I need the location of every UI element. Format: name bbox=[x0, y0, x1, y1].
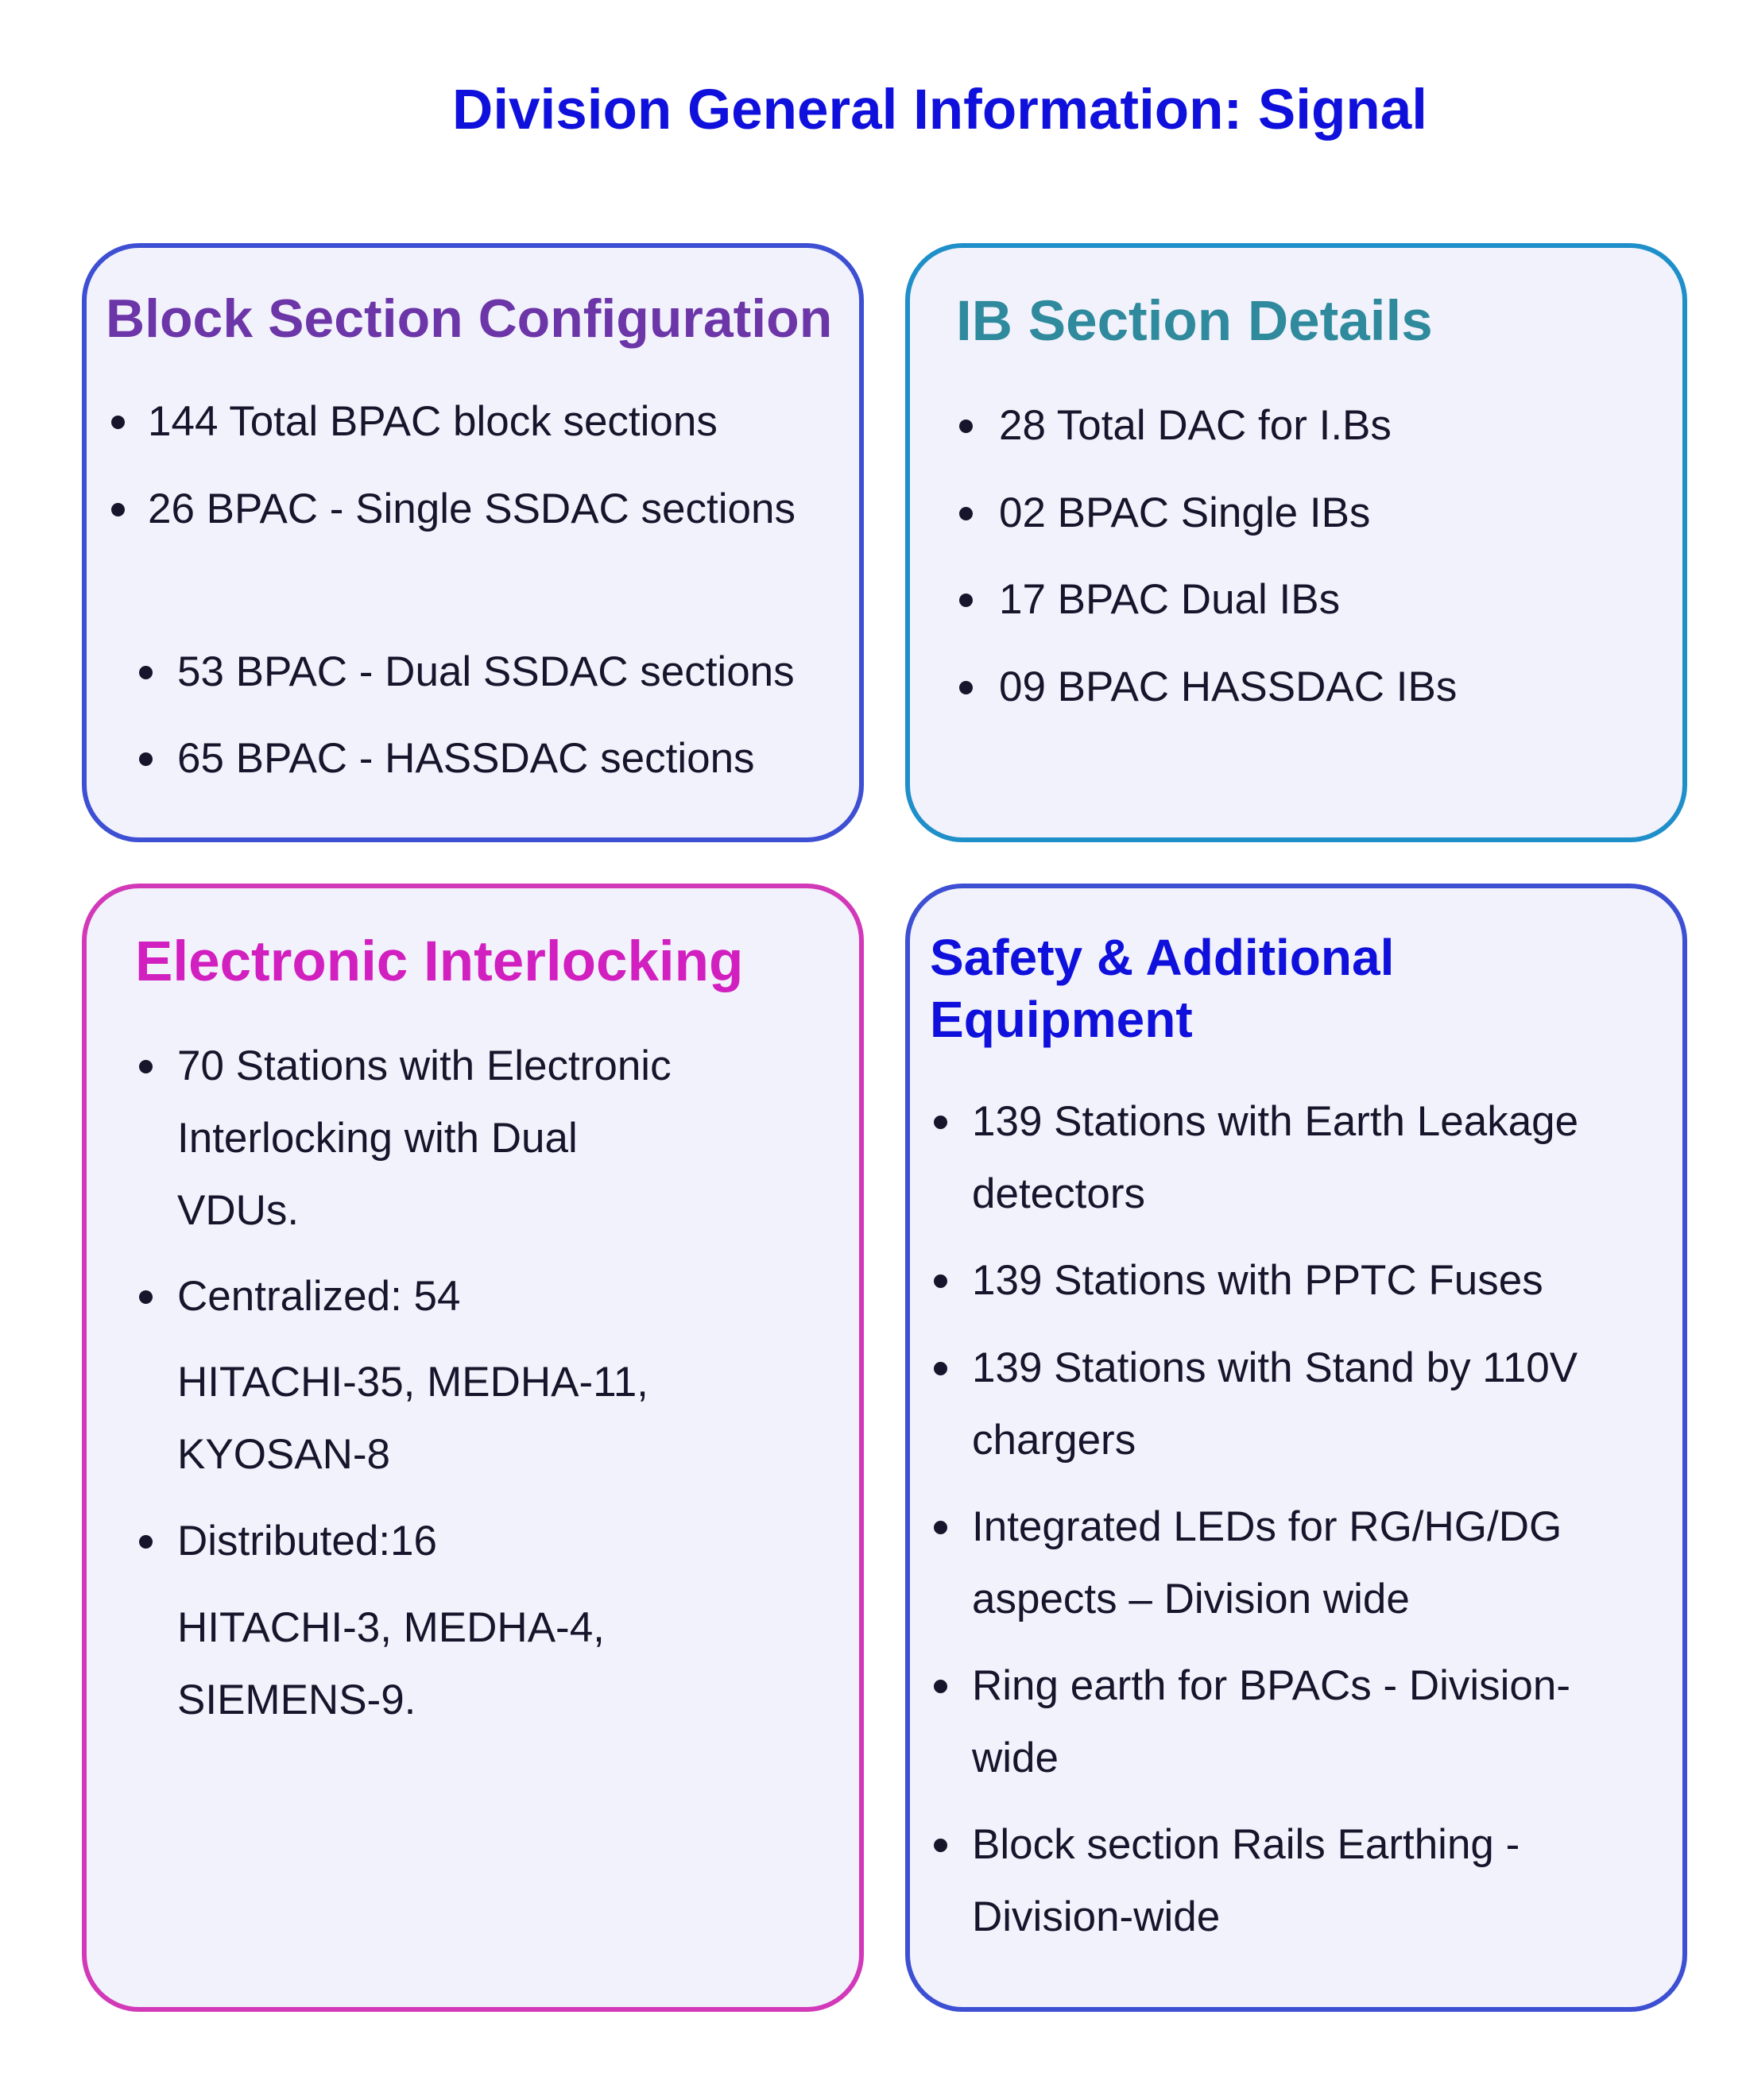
bullet-icon bbox=[139, 666, 153, 679]
safety-item-earth-leakage-cont: detectors bbox=[972, 1170, 1146, 1217]
ib-section-title: IB Section Details bbox=[956, 290, 1433, 353]
safety-item-ring-earth: Ring earth for BPACs - Division- bbox=[972, 1662, 1571, 1709]
safety-item-rails-earthing: Block section Rails Earthing - bbox=[972, 1821, 1520, 1868]
bullet-icon bbox=[934, 1680, 947, 1693]
safety-item-chargers-cont: chargers bbox=[972, 1417, 1136, 1464]
bullet-icon bbox=[934, 1521, 947, 1534]
block-item-total: 144 Total BPAC block sections bbox=[148, 398, 718, 445]
safety-item-chargers: 139 Stations with Stand by 110V bbox=[972, 1344, 1578, 1391]
ei-item-distributed-vendors: HITACHI-3, MEDHA-4, bbox=[177, 1604, 605, 1651]
safety-equipment-title: Safety & Additional bbox=[930, 929, 1395, 986]
bullet-icon bbox=[139, 1060, 153, 1073]
bullet-icon bbox=[934, 1362, 947, 1375]
safety-item-ring-earth-cont: wide bbox=[972, 1735, 1059, 1781]
block-item-hassdac: 65 BPAC - HASSDAC sections bbox=[177, 735, 755, 782]
bullet-icon bbox=[111, 416, 125, 429]
ib-item-total: 28 Total DAC for I.Bs bbox=[999, 402, 1392, 449]
bullet-icon bbox=[934, 1116, 947, 1129]
safety-item-earth-leakage: 139 Stations with Earth Leakage bbox=[972, 1098, 1579, 1145]
bullet-icon bbox=[139, 752, 153, 766]
bullet-icon bbox=[139, 1290, 153, 1304]
ei-item-centralized-vendors: KYOSAN-8 bbox=[177, 1431, 391, 1478]
ei-item-distributed: Distributed:16 bbox=[177, 1518, 438, 1564]
bullet-icon bbox=[959, 594, 973, 607]
ei-item-stations-cont: Interlocking with Dual bbox=[177, 1115, 578, 1162]
bullet-icon bbox=[111, 503, 125, 516]
ei-item-stations: 70 Stations with Electronic bbox=[177, 1042, 672, 1089]
safety-item-pptc-fuses: 139 Stations with PPTC Fuses bbox=[972, 1257, 1543, 1304]
ib-item-single: 02 BPAC Single IBs bbox=[999, 489, 1371, 536]
block-section-title: Block Section Configuration bbox=[106, 288, 833, 349]
bullet-icon bbox=[959, 681, 973, 694]
ib-item-hassdac: 09 BPAC HASSDAC IBs bbox=[999, 663, 1458, 710]
electronic-interlocking-title: Electronic Interlocking bbox=[135, 930, 744, 993]
safety-item-rails-earthing-cont: Division-wide bbox=[972, 1893, 1221, 1940]
safety-item-integrated-leds-cont: aspects – Division wide bbox=[972, 1576, 1410, 1622]
safety-equipment-title-line2: Equipment bbox=[930, 991, 1193, 1048]
safety-item-integrated-leds: Integrated LEDs for RG/HG/DG bbox=[972, 1503, 1562, 1550]
ei-item-centralized-vendors: HITACHI-35, MEDHA-11, bbox=[177, 1359, 648, 1406]
bullet-icon bbox=[934, 1274, 947, 1288]
ei-item-stations-cont: VDUs. bbox=[177, 1187, 300, 1234]
bullet-icon bbox=[934, 1839, 947, 1852]
ei-item-centralized: Centralized: 54 bbox=[177, 1273, 461, 1320]
page-title: Division General Information: Signal bbox=[452, 79, 1427, 141]
block-item-dual: 53 BPAC - Dual SSDAC sections bbox=[177, 648, 795, 695]
bullet-icon bbox=[959, 420, 973, 433]
ib-item-dual: 17 BPAC Dual IBs bbox=[999, 576, 1341, 623]
ei-item-distributed-vendors: SIEMENS-9. bbox=[177, 1677, 416, 1723]
bullet-icon bbox=[959, 507, 973, 520]
block-item-single: 26 BPAC - Single SSDAC sections bbox=[148, 485, 796, 532]
bullet-icon bbox=[139, 1535, 153, 1549]
